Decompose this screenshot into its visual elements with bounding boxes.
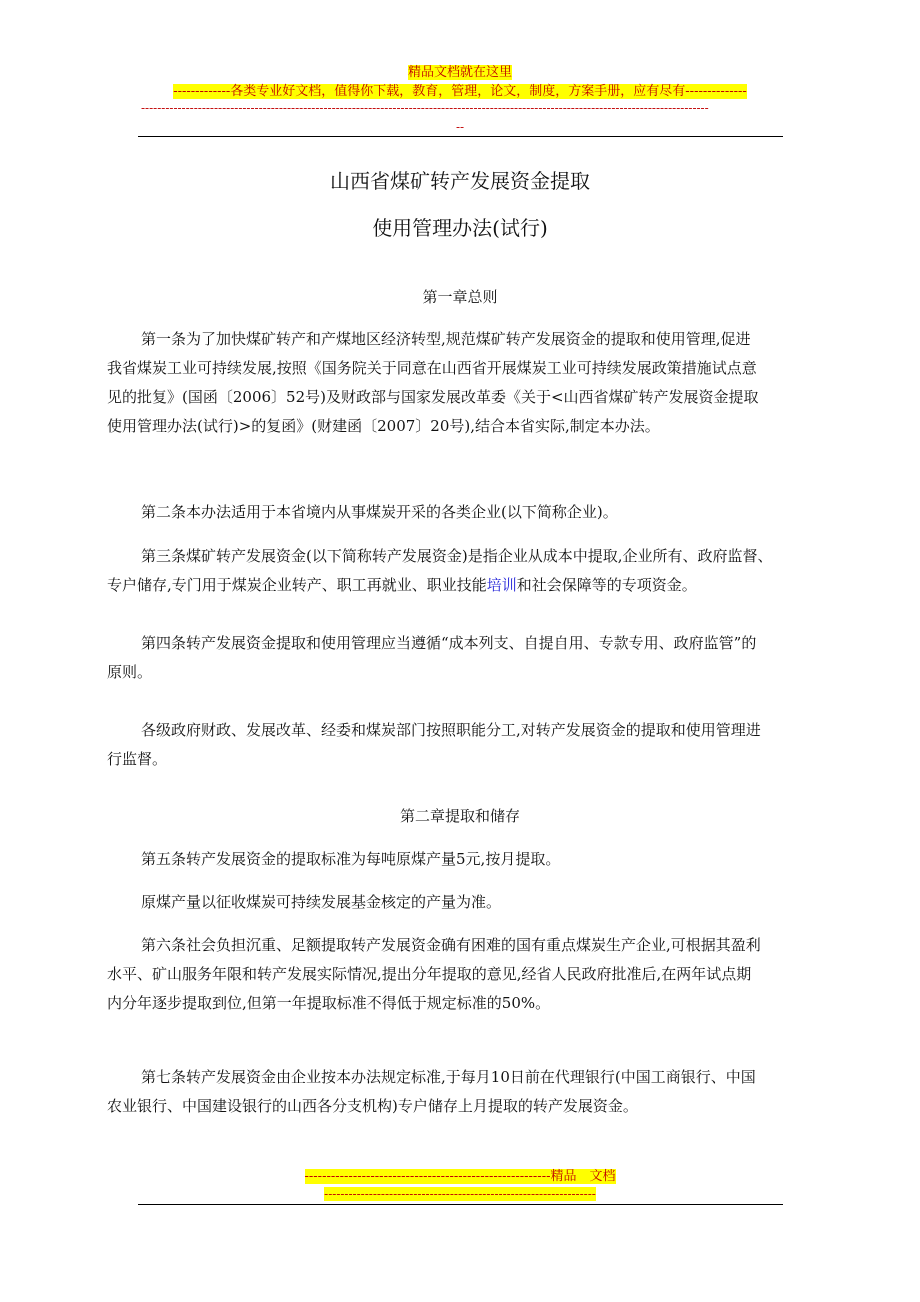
article-2 [107, 498, 839, 527]
footer-label: --------------------------------------------------------精品 文档 [304, 1169, 616, 1184]
document-title-line-1: 山西省煤矿转产发展资金提取 [330, 169, 590, 193]
training-link[interactable]: 培训 [486, 576, 517, 594]
paragraph-line: 水平、矿山服务年限和转产发展实际情况,提出分年提取的意见,经省人民政府批准后,在两年试点期 [107, 965, 752, 983]
paragraph-line: 第四条转产发展资金提取和使用管理应当遵循“成本列支、自提自用、专款专用、政府监管”的 [141, 634, 757, 652]
paragraph-line: 原则。 [107, 663, 153, 681]
paragraph-line: 第二条本办法适用于本省境内从事煤炭开采的各类企业(以下简称企业)。 [141, 503, 618, 521]
paragraph-line: 我省煤炭工业可持续发展,按照《国务院关于同意在山西省开展煤炭工业可持续发展政策措施试点意 [107, 359, 757, 377]
article-3 [107, 542, 839, 600]
article-7 [107, 1063, 839, 1121]
header-dash-line: -------------------------------------------------------------------------------------------------------------------------------------------- [141, 101, 709, 115]
paragraph-line: 第六条社会负担沉重、足额提取转产发展资金确有困难的国有重点煤炭生产企业,可根据其盈利 [141, 936, 761, 954]
article-1 [107, 325, 839, 441]
header-dash-line-end: -- [455, 120, 465, 134]
article-4-paragraph-2 [107, 716, 839, 774]
header-title: 精品文档就在这里 [407, 65, 512, 80]
chapter-heading-2: 第二章提取和储存 [399, 807, 520, 825]
paragraph-line: 专户储存,专门用于煤炭企业转产、职工再就业、职业技能培训和社会保障等的专项资金。 [107, 576, 697, 594]
header-rule [138, 136, 783, 137]
footer-dash-line: ------------------------------------------------------------------- [324, 1187, 596, 1201]
paragraph-line: 见的批复》(国函〔2006〕52号)及财政部与国家发展改革委《关于<山西省煤矿转产发展资金提取 [107, 388, 759, 406]
header-tagline: -------------各类专业好文档，值得你下载，教育，管理，论文，制度，方案手册，应有尽有-------------- [173, 84, 747, 99]
paragraph-line: 原煤产量以征收煤炭可持续发展基金核定的产量为准。 [141, 893, 502, 911]
paragraph-line: 使用管理办法(试行)>的复函》(财建函〔2007〕20号),结合本省实际,制定本办法。 [107, 417, 660, 435]
footer-rule [138, 1204, 783, 1205]
paragraph-line: 内分年逐步提取到位,但第一年提取标准不得低于规定标准的50%。 [107, 994, 551, 1012]
paragraph-line: 农业银行、中国建设银行的山西各分支机构)专户储存上月提取的转产发展资金。 [107, 1097, 638, 1115]
paragraph-line: 第三条煤矿转产发展资金(以下简称转产发展资金)是指企业从成本中提取,企业所有、政府监督、 [141, 547, 773, 565]
paragraph-line: 行监督。 [107, 750, 168, 768]
document-title-line-2: 使用管理办法(试行) [372, 216, 548, 240]
paragraph-line: 第五条转产发展资金的提取标准为每吨原煤产量5元,按月提取。 [141, 850, 561, 868]
article-5 [107, 845, 839, 874]
article-5-paragraph-2 [107, 888, 839, 917]
paragraph-line: 各级政府财政、发展改革、经委和煤炭部门按照职能分工,对转产发展资金的提取和使用管理进 [141, 721, 761, 739]
article-6 [107, 931, 839, 1018]
article-4 [107, 629, 839, 687]
paragraph-line: 第一条为了加快煤矿转产和产煤地区经济转型,规范煤矿转产发展资金的提取和使用管理,促进 [141, 330, 751, 348]
paragraph-line: 第七条转产发展资金由企业按本办法规定标准,于每月10日前在代理银行(中国工商银行、中国 [141, 1068, 756, 1086]
chapter-heading-1: 第一章总则 [422, 288, 498, 306]
